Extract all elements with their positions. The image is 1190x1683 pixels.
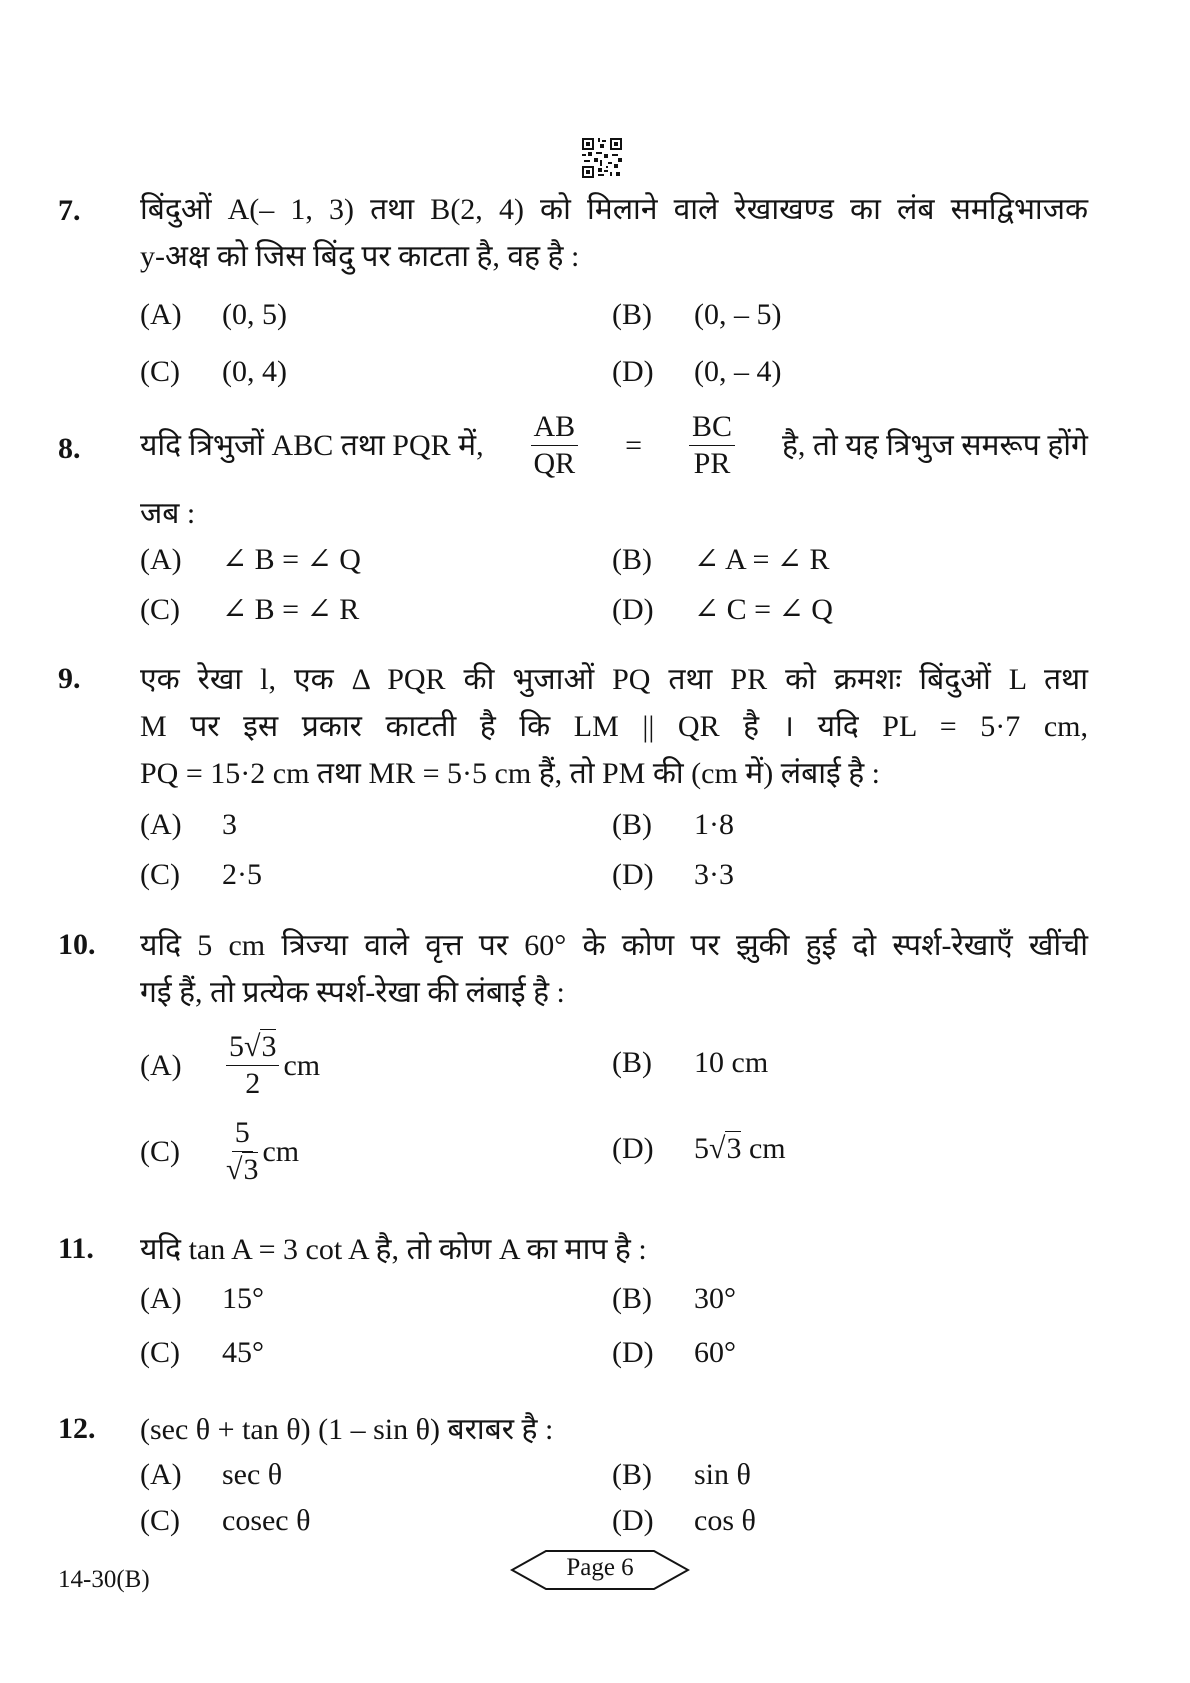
option-b[interactable]: (B) 30°	[612, 1282, 736, 1315]
question-text-line: यदि त्रिभुजों ABC तथा PQR में, $\frac{AB}{QR}$ = $\frac{BC}{PR}$ है, तो यह त्रिभुज समरूप होंगे	[140, 410, 1088, 480]
option-c[interactable]	[140, 355, 287, 389]
option-label: (D)	[612, 355, 654, 388]
option-b[interactable]: (B) sin θ	[612, 1458, 751, 1491]
option-c[interactable]: (C) 45°	[140, 1336, 264, 1369]
option-d[interactable]	[612, 355, 781, 389]
question-text-line: गई हैं, तो प्रत्येक स्पर्श-रेखा की लंबाई है :	[140, 976, 565, 1009]
option-b[interactable]: (B) 1·8	[612, 808, 734, 841]
qr-code-icon	[582, 138, 622, 178]
fraction-bc-pr: $\frac{BC}{PR}$	[689, 412, 735, 479]
option-d[interactable]: (D) 5√3 cm	[612, 1132, 786, 1165]
page-label: Page 6	[566, 1554, 634, 1581]
option-label: (A)	[140, 298, 182, 331]
option-b[interactable]: (B) ∠ A = ∠ R	[612, 543, 830, 576]
question-number: 12.	[58, 1412, 96, 1445]
option-a[interactable]: (A) sec θ	[140, 1458, 283, 1491]
question-text-line: PQ = 15·2 cm तथा MR = 5·5 cm हैं, तो PM की (cm में) लंबाई है :	[140, 757, 880, 790]
question-number: 7.	[58, 194, 81, 227]
option-value: (0, 5)	[222, 298, 287, 331]
option-label: (B)	[612, 298, 652, 331]
option-a[interactable]: (A) 3	[140, 808, 237, 841]
question-text-line: (sec θ + tan θ) (1 – sin θ) बराबर है :	[140, 1413, 554, 1446]
option-c[interactable]: (C) $\frac{5}{√3}$ cm	[140, 1116, 300, 1186]
question-text-line: M पर इस प्रकार काटती है कि LM || QR है । यदि PL = 5·7 cm,	[140, 710, 1088, 743]
question-text-line: y-अक्ष को जिस बिंदु पर काटता है, वह है :	[140, 240, 580, 273]
option-c[interactable]: (C) cosec θ	[140, 1504, 311, 1537]
question-text-line: बिंदुओं A(– 1, 3) तथा B(2, 4) को मिलाने वाले रेखाखण्ड का लंब समद्विभाजक	[140, 193, 1088, 226]
option-value: (0, 4)	[222, 355, 287, 388]
question-text-line: एक रेखा l, एक Δ PQR की भुजाओं PQ तथा PR को क्रमशः बिंदुओं L तथा	[140, 663, 1088, 696]
option-b[interactable]: (B) 10 cm	[612, 1046, 769, 1079]
option-d[interactable]: (D) cos θ	[612, 1504, 756, 1537]
question-number: 8.	[58, 432, 81, 465]
option-d[interactable]: (D) 3·3	[612, 858, 734, 891]
option-a[interactable]: (A) $\frac{5√3}{2}$ cm	[140, 1030, 321, 1100]
option-a[interactable]: (A) ∠ B = ∠ Q	[140, 543, 361, 576]
page-number-badge	[510, 1548, 690, 1592]
fraction-5root3-over-2: $\frac{5√3}{2}$	[226, 1032, 279, 1099]
option-d[interactable]: (D) 60°	[612, 1336, 736, 1369]
question-text-prefix: यदि त्रिभुजों ABC तथा PQR में,	[140, 429, 484, 462]
option-a[interactable]: (A) 15°	[140, 1282, 264, 1315]
question-text-line: जब :	[140, 497, 196, 530]
paper-code: 14-30(B)	[58, 1566, 150, 1593]
option-d[interactable]: (D) ∠ C = ∠ Q	[612, 593, 833, 626]
question-number: 9.	[58, 662, 81, 695]
option-b[interactable]	[612, 298, 781, 332]
fraction-5-over-root3: $\frac{5}{√3}$	[226, 1116, 259, 1186]
option-c[interactable]: (C) 2·5	[140, 858, 262, 891]
option-c[interactable]: (C) ∠ B = ∠ R	[140, 593, 360, 626]
fraction-ab-qr: $\frac{AB}{QR}$	[531, 412, 579, 479]
question-text-suffix: है, तो यह त्रिभुज समरूप होंगे	[781, 429, 1088, 462]
option-a[interactable]	[140, 298, 287, 332]
question-number: 10.	[58, 928, 96, 961]
option-label: (C)	[140, 355, 180, 388]
option-value: (0, – 4)	[694, 355, 782, 388]
option-value: (0, – 5)	[694, 298, 782, 331]
question-number: 11.	[58, 1232, 94, 1265]
question-text-line: यदि 5 cm त्रिज्या वाले वृत्त पर 60° के कोण पर झुकी हुई दो स्पर्श-रेखाएँ खींची	[140, 929, 1088, 962]
question-text-line: यदि tan A = 3 cot A है, तो कोण A का माप है :	[140, 1233, 647, 1266]
